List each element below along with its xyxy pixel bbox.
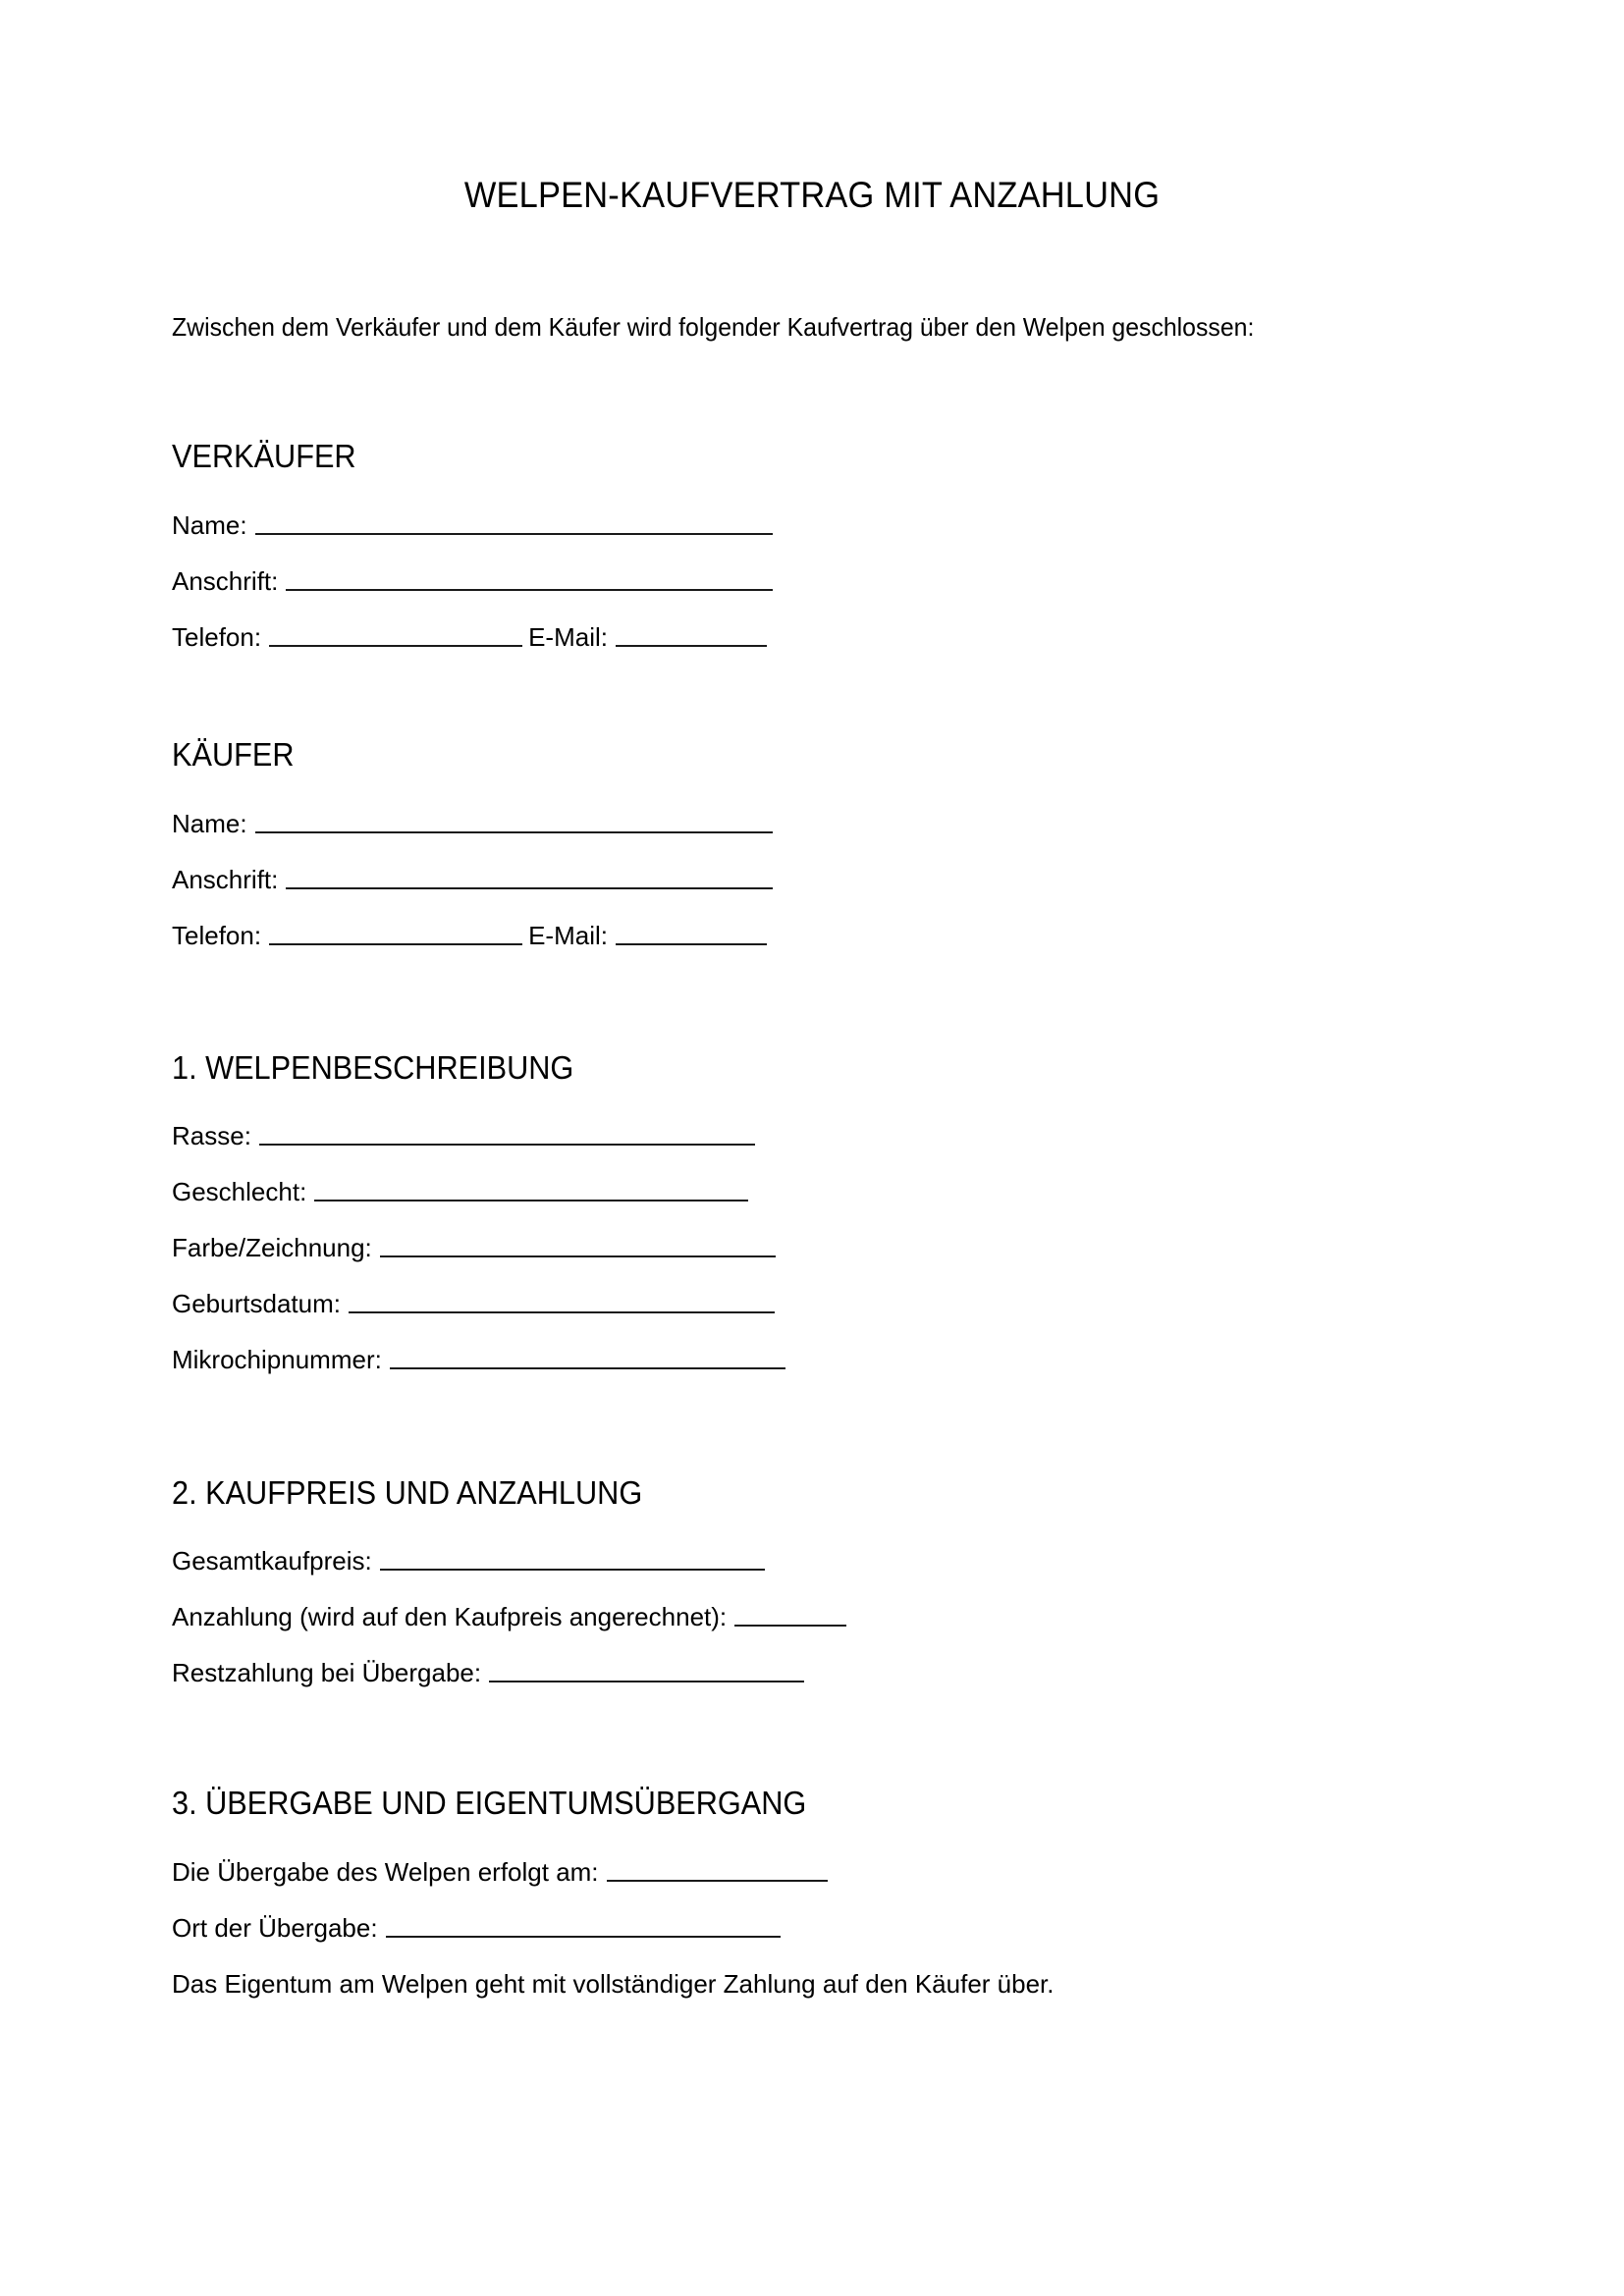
handover-place-label: Ort der Übergabe: (172, 1913, 378, 1943)
deposit-row (172, 1604, 846, 1629)
remainder-row (172, 1660, 804, 1685)
total-price-field[interactable] (380, 1567, 765, 1571)
seller-name-label: Name: (172, 510, 247, 540)
birthdate-label: Geburtsdatum: (172, 1289, 341, 1318)
buyer-email-field[interactable] (616, 941, 767, 945)
color-field[interactable] (380, 1254, 776, 1257)
handover-section (172, 1785, 1055, 1999)
microchip-label: Mikrochipnummer: (172, 1345, 382, 1374)
price-heading: 2. KAUFPREIS UND ANZAHLUNG (172, 1474, 643, 1511)
ownership-transfer-text: Das Eigentum am Welpen geht mit vollständiger Zahlung auf den Käufer über. (172, 1969, 1055, 1999)
breed-row (172, 1123, 755, 1148)
sex-label: Geschlecht: (172, 1177, 307, 1206)
buyer-phone-label: Telefon: (172, 921, 262, 950)
seller-email-field[interactable] (616, 643, 767, 647)
seller-contact-row (172, 624, 767, 650)
seller-section (172, 438, 608, 652)
puppy-description-section (172, 1049, 604, 1374)
seller-phone-label: Telefon: (172, 622, 262, 652)
handover-date-row (172, 1859, 828, 1885)
handover-date-label: Die Übergabe des Welpen erfolgt am: (172, 1857, 599, 1887)
seller-address-label: Anschrift: (172, 566, 279, 596)
microchip-row (172, 1347, 785, 1372)
buyer-address-field[interactable] (286, 885, 773, 889)
intro-text: Zwischen dem Verkäufer und dem Käufer wird folgender Kaufvertrag über den Welpen geschlossen: (172, 312, 1255, 342)
handover-place-field[interactable] (386, 1934, 781, 1938)
total-price-label: Gesamtkaufpreis: (172, 1546, 372, 1575)
birthdate-row (172, 1291, 775, 1316)
birthdate-field[interactable] (349, 1309, 775, 1313)
seller-name-row (172, 512, 773, 538)
handover-date-field[interactable] (607, 1878, 828, 1882)
buyer-section (172, 736, 608, 950)
deposit-label: Anzahlung (wird auf den Kaufpreis angerechnet): (172, 1602, 728, 1631)
sex-row (172, 1179, 748, 1204)
buyer-contact-row (172, 923, 767, 948)
breed-field[interactable] (259, 1142, 755, 1146)
puppy-heading: 1. WELPENBESCHREIBUNG (172, 1049, 574, 1086)
sex-field[interactable] (314, 1198, 748, 1201)
color-row (172, 1235, 776, 1260)
buyer-email-label: E-Mail: (528, 921, 608, 950)
seller-address-row (172, 568, 773, 594)
buyer-phone-field[interactable] (269, 941, 522, 945)
document-title: WELPEN-KAUFVERTRAG MIT ANZAHLUNG (463, 175, 1161, 215)
microchip-field[interactable] (390, 1365, 785, 1369)
seller-address-field[interactable] (286, 587, 773, 591)
breed-label: Rasse: (172, 1121, 251, 1150)
seller-name-field[interactable] (255, 531, 773, 535)
color-label: Farbe/Zeichnung: (172, 1233, 372, 1262)
remainder-label: Restzahlung bei Übergabe: (172, 1658, 482, 1687)
handover-place-row (172, 1915, 781, 1941)
remainder-field[interactable] (489, 1679, 804, 1682)
buyer-address-row (172, 867, 773, 892)
buyer-name-label: Name: (172, 809, 247, 838)
buyer-address-label: Anschrift: (172, 865, 279, 894)
seller-heading: VERKÄUFER (172, 438, 356, 474)
seller-email-label: E-Mail: (528, 622, 608, 652)
buyer-heading: KÄUFER (172, 736, 295, 773)
total-price-row (172, 1548, 765, 1574)
handover-heading: 3. ÜBERGABE UND EIGENTUMSÜBERGANG (172, 1785, 807, 1821)
price-section (172, 1474, 728, 1687)
seller-phone-field[interactable] (269, 643, 522, 647)
buyer-name-field[interactable] (255, 829, 773, 833)
buyer-name-row (172, 811, 773, 836)
deposit-field[interactable] (734, 1623, 846, 1627)
